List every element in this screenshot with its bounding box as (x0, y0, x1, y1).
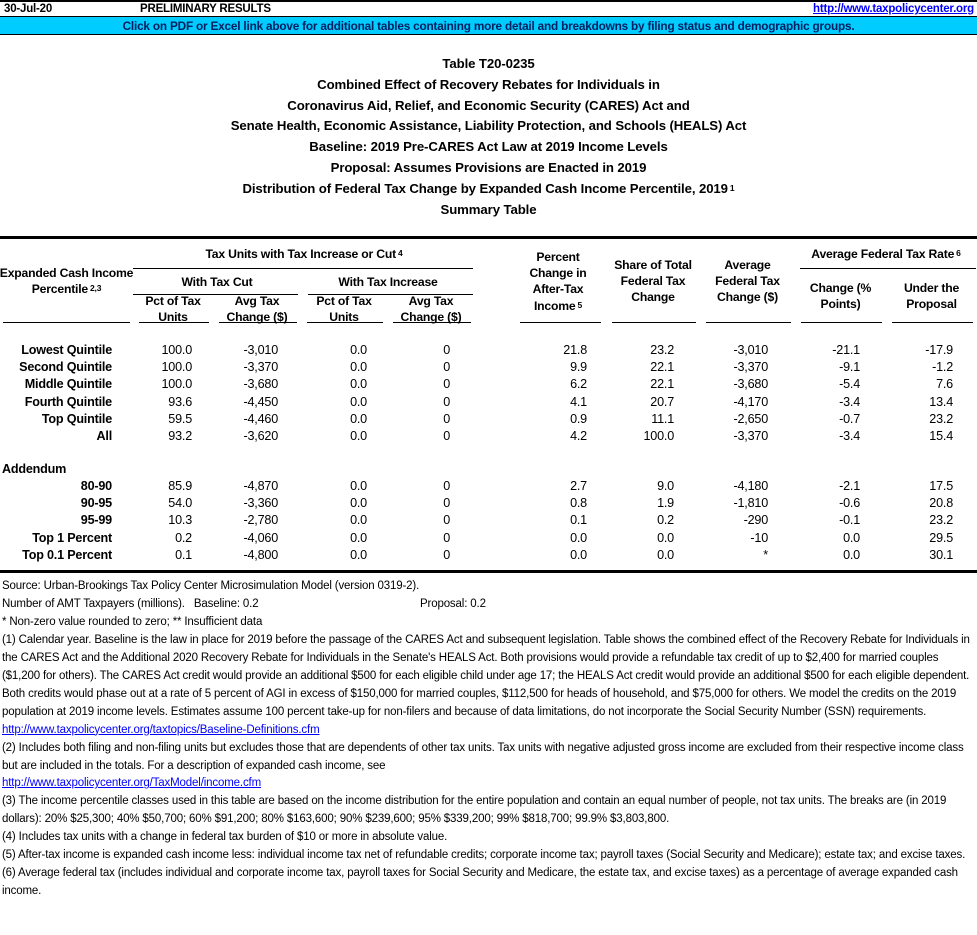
header-change-pct-points: Change (% Points) (795, 269, 886, 323)
table-cell: -4,180 (733, 479, 768, 494)
table-cell: 0.0 (350, 342, 367, 357)
distribution-line (0, 179, 977, 200)
distribution-text: Distribution of Federal Tax Change by Expanded Cash Income Percentile, 2019 (242, 180, 728, 196)
table-cell: 29.5 (929, 530, 953, 545)
table-cell: -3,620 (243, 428, 278, 443)
spacer-row (0, 445, 977, 461)
addendum-row (0, 461, 977, 478)
footnote-3: (3) The income percentile classes used in this table are based on the income distribution for the entire population and contain an equal number of people, not tax units. The breaks are (in 2019 dollars): 20% $25,300; 40% $50,700; 60% $91,200; 80% $163,600; 90% $239,600; 95% $339,200; 99% $818,700; 99.9% $3,803,800. (2, 795, 947, 826)
table-cell: -4,170 (733, 394, 768, 409)
row-label: Lowest Quintile (21, 342, 112, 357)
table-cell: -3,370 (243, 360, 278, 375)
table-cell: 22.1 (650, 377, 674, 392)
summary-table (0, 236, 977, 573)
table-cell: -3,680 (733, 377, 768, 392)
table-cell: 4.2 (570, 428, 587, 443)
amt-proposal: Proposal: 0.2 (420, 598, 486, 611)
title-block (0, 54, 977, 220)
table-row (0, 529, 977, 546)
table-cell: 23.2 (929, 411, 953, 426)
table-cell: 0.2 (175, 530, 192, 545)
amt-caption: Number of AMT Taxpayers (millions). (2, 598, 185, 611)
table-cell: 20.8 (929, 496, 953, 511)
table-cell: 0 (443, 377, 450, 392)
table-cell: 0.0 (843, 530, 860, 545)
table-cell: -10 (750, 530, 768, 545)
table-cell: -0.6 (839, 496, 860, 511)
table-cell: 0.0 (570, 530, 587, 545)
header-pct-of-tax-units-cut: Pct of Tax Units (133, 295, 213, 323)
header-avg-tax-change-increase: Avg Tax Change ($) (387, 295, 475, 323)
table-cell: 0.0 (350, 360, 367, 375)
footnote-4: (4) Includes tax units with a change in federal tax burden of $10 or more in absolute value. (2, 831, 448, 844)
row-label: 80-90 (80, 479, 112, 494)
table-cell: -3,360 (243, 496, 278, 511)
table-row (0, 512, 977, 529)
table-cell: -5.4 (839, 377, 860, 392)
header-group-average-federal-tax-rate: Average Federal Tax Rate $^6$ (795, 239, 977, 269)
table-cell: 30.1 (929, 547, 953, 562)
preliminary-results-label: PRELIMINARY RESULTS (140, 3, 271, 15)
star-note: * Non-zero value rounded to zero; ** Insufficient data (2, 616, 263, 629)
table-cell: 6.2 (570, 377, 587, 392)
table-row (0, 495, 977, 512)
table-cell: 0.1 (570, 513, 587, 528)
row-label: Top 0.1 Percent (22, 547, 112, 562)
row-label: Second Quintile (19, 360, 112, 375)
row-label: 95-99 (80, 513, 112, 528)
table-cell: 0.0 (657, 547, 674, 562)
table-cell: -3,370 (733, 428, 768, 443)
table-cell: -4,870 (243, 479, 278, 494)
row-label: All (96, 428, 112, 443)
table-cell: 13.4 (929, 394, 953, 409)
table-cell: 100.0 (161, 342, 192, 357)
table-row (0, 359, 977, 376)
table-cell: -2,780 (243, 513, 278, 528)
table-cell: 0.8 (570, 496, 587, 511)
table-cell: 0.0 (350, 479, 367, 494)
table-cell: 0.0 (350, 513, 367, 528)
table-row (0, 478, 977, 495)
amt-taxpayers-line (0, 596, 977, 614)
table-cell: 20.7 (650, 394, 674, 409)
table-cell: 9.0 (657, 479, 674, 494)
table-row (0, 376, 977, 393)
table-cell: -2.1 (839, 479, 860, 494)
row-label: Top Quintile (41, 411, 112, 426)
info-banner (0, 17, 977, 35)
table-header (0, 239, 977, 323)
table-cell: -3,010 (733, 342, 768, 357)
table-row (0, 546, 977, 563)
header-average-federal-tax-change: Average Federal Tax Change ($) (700, 239, 795, 323)
table-cell: 2.7 (570, 479, 587, 494)
table-cell: 0.0 (350, 377, 367, 392)
header-income-percentile: Expanded Cash Income Percentile $^{2,3}$ (0, 239, 133, 323)
table-cell: 4.1 (570, 394, 587, 409)
table-cell: 21.8 (563, 342, 587, 357)
row-label: Middle Quintile (24, 377, 112, 392)
table-cell: * (763, 547, 768, 562)
row-label: 90-95 (80, 496, 112, 511)
income-definition-link[interactable]: http://www.taxpolicycenter.org/TaxModel/income.cfm (2, 777, 262, 790)
footnote-ref-6: 6 (956, 248, 961, 259)
table-cell: -3,370 (733, 360, 768, 375)
table-cell: 93.2 (168, 428, 192, 443)
header-avg-tax-change-cut: Avg Tax Change ($) (213, 295, 301, 323)
row-label: Top 1 Percent (32, 530, 112, 545)
amt-baseline: Baseline: 0.2 (193, 598, 259, 611)
header-with-tax-cut: With Tax Cut (133, 269, 301, 295)
table-cell: 100.0 (643, 428, 674, 443)
table-number: Table T20-0235 (442, 56, 535, 71)
table-cell: 0.0 (843, 547, 860, 562)
table-cell: 15.4 (929, 428, 953, 443)
table-cell: 0 (443, 394, 450, 409)
baseline-definitions-link[interactable]: http://www.taxpolicycenter.org/taxtopics/Baseline-Definitions.cfm (2, 723, 320, 736)
table-cell: 0.9 (570, 411, 587, 426)
footnote-6: (6) Average federal tax (includes individual and corporate income tax, payroll taxes for Social Security and Medicare, the estate tax, and excise taxes) as a percentage of average expanded cash income. (2, 866, 958, 897)
table-cell: 0 (443, 496, 450, 511)
row-label: Fourth Quintile (24, 394, 112, 409)
table-cell: 1.9 (657, 496, 674, 511)
table-row (0, 410, 977, 427)
table-cell: 0 (443, 547, 450, 562)
title-line: Combined Effect of Recovery Rebates for Individuals in (317, 76, 660, 92)
info-banner-text: Click on PDF or Excel link above for additional tables containing more detail and breakdowns by filing status and demographic groups. (122, 18, 855, 33)
table-cell: -21.1 (832, 342, 860, 357)
table-cell: 0.0 (350, 496, 367, 511)
top-bar (0, 0, 977, 17)
tpc-home-link[interactable]: http://www.taxpolicycenter.org (813, 3, 974, 15)
table-cell: 0.0 (350, 428, 367, 443)
table-cell: 0 (443, 428, 450, 443)
footnote-ref-2-3: 2,3 (90, 283, 102, 294)
proposal-line: Proposal: Assumes Provisions are Enacted in 2019 (330, 159, 647, 175)
table-cell: 0.2 (657, 513, 674, 528)
table-cell: 0 (443, 411, 450, 426)
table-cell: -17.9 (925, 342, 953, 357)
table-cell: -2,650 (733, 411, 768, 426)
table-cell: -1,810 (733, 496, 768, 511)
table-row (0, 341, 977, 358)
table-cell: 59.5 (168, 411, 192, 426)
table-row (0, 393, 977, 410)
table-cell: 10.3 (168, 513, 192, 528)
header-group-tax-units: Tax Units with Tax Increase or Cut $^4$ (133, 239, 475, 269)
title-line: Senate Health, Economic Assistance, Liability Protection, and Schools (HEALS) Act (230, 118, 747, 134)
table-cell: -3,010 (243, 342, 278, 357)
table-cell: -3.4 (839, 394, 860, 409)
table-cell: -3.4 (839, 428, 860, 443)
table-cell: 0.0 (570, 547, 587, 562)
table-cell: -3,680 (243, 377, 278, 392)
footnote-ref-1: 1 (729, 182, 735, 193)
title-line: Coronavirus Aid, Relief, and Economic Security (CARES) Act and (287, 97, 690, 113)
table-body (0, 323, 977, 570)
table-cell: 0 (443, 342, 450, 357)
table-cell: 0.0 (350, 530, 367, 545)
summary-table-label: Summary Table (440, 201, 537, 217)
source-note: Source: Urban-Brookings Tax Policy Center Microsimulation Model (version 0319-2). (2, 580, 420, 593)
footnote-2: (2) Includes both filing and non-filing units but excludes those that are dependents of other tax units. Tax units with negative adjusted gross income are excluded from their respective income class but are included in the totals. For a description of expanded cash income, see (2, 741, 964, 772)
table-cell: 85.9 (168, 479, 192, 494)
table-cell: -4,800 (243, 547, 278, 562)
table-cell: 0.0 (350, 411, 367, 426)
table-cell: 7.6 (936, 377, 953, 392)
footnote-ref-4: 4 (397, 248, 403, 259)
table-cell: -0.7 (839, 411, 860, 426)
header-share-of-total-federal-tax-change: Share of Total Federal Tax Change (606, 239, 700, 323)
table-cell: -4,460 (243, 411, 278, 426)
table-cell: -290 (743, 513, 768, 528)
table-cell: 23.2 (929, 513, 953, 528)
table-cell: 100.0 (161, 377, 192, 392)
table-cell: -0.1 (839, 513, 860, 528)
table-cell: 0 (443, 513, 450, 528)
table-cell: 93.6 (168, 394, 192, 409)
table-cell: -1.2 (932, 360, 953, 375)
addendum-label: Addendum (2, 462, 67, 476)
table-cell: 0 (443, 479, 450, 494)
table-cell: 0 (443, 530, 450, 545)
table-cell: 23.2 (650, 342, 674, 357)
table-cell: 0.0 (350, 394, 367, 409)
table-cell: 11.1 (651, 411, 674, 426)
table-cell: 9.9 (570, 360, 587, 375)
table-cell: 0.1 (175, 547, 192, 562)
table-cell: -4,450 (243, 394, 278, 409)
table-cell: 0.0 (657, 530, 674, 545)
footnote-5: (5) After-tax income is expanded cash income less: individual income tax net of refundable credits; corporate income tax; payroll taxes (Social Security and Medicare); estate tax; and excise taxes. (2, 849, 966, 862)
header-pct-change-after-tax-income: Percent Change in After-Tax Income $^5$ (510, 239, 606, 323)
table-cell: -4,060 (243, 530, 278, 545)
table-cell: 17.5 (929, 479, 953, 494)
table-cell: 0 (443, 360, 450, 375)
table-cell: 54.0 (168, 496, 192, 511)
table-cell: 22.1 (650, 360, 674, 375)
table-cell: -9.1 (839, 360, 860, 375)
header-pct-of-tax-units-increase: Pct of Tax Units (301, 295, 387, 323)
table-row (0, 427, 977, 444)
header-under-the-proposal: Under the Proposal (886, 269, 977, 323)
footnotes-section (0, 573, 977, 900)
footnote-1: (1) Calendar year. Baseline is the law in place for 2019 before the passage of the CARES Act and subsequent legislation. Table shows the combined effect of the Recovery Rebate for Individuals in the CARES Act and the Additional 2020 Recovery Rebate for Individuals in the Senate's HEALS Act. Both provisions would provide a refundable tax credit of up to $2,400 for married couples ($1,200 for others). The CARES Act credit would provide an additional $500 for each eligible child under age 17; the HEALS Act credit would provide an additional $500 for each eligible dependent. Both credits would phase out at a rate of 5 percent of AGI in excess of $150,000 for married couples, $112,500 for heads of household, and $75,000 for others. We model the credits on the 2019 population at 2019 income levels. Estimates assume 100 percent take-up for non-filers and because of data limitations, do not incorporate the Social Security Number (SSN) requirements. (2, 634, 970, 718)
header-with-tax-increase: With Tax Increase (301, 269, 475, 295)
table-cell: 100.0 (161, 360, 192, 375)
report-date: 30-Jul-20 (4, 3, 53, 15)
baseline-line: Baseline: 2019 Pre-CARES Act Law at 2019 Income Levels (309, 139, 668, 155)
footnote-ref-5: 5 (577, 299, 582, 310)
table-cell: 0.0 (350, 547, 367, 562)
